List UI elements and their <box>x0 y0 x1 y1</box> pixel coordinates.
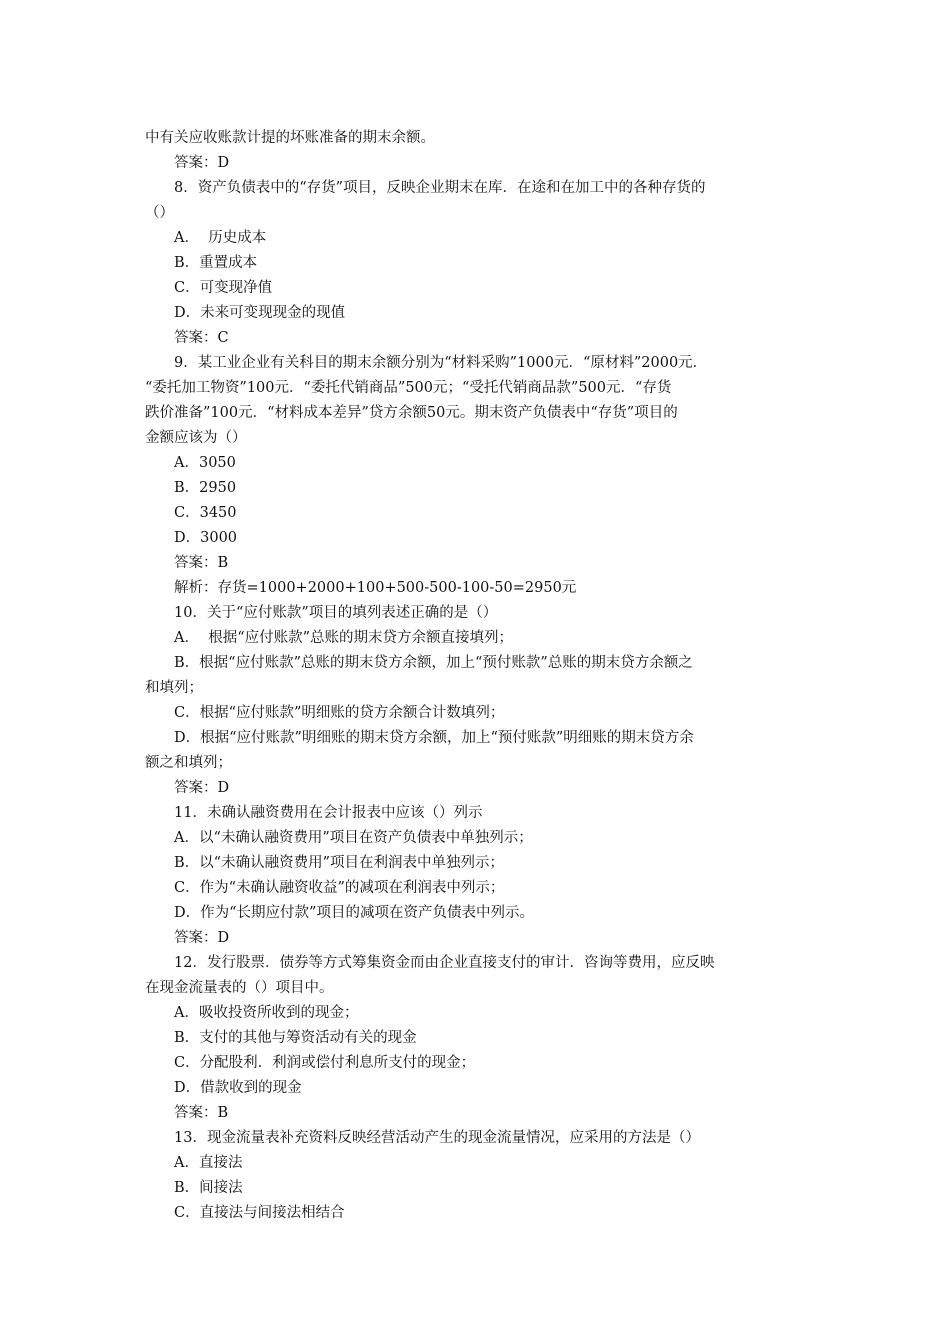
text-line: 跌价准备”100元．“材料成本差异”贷方余额50元。期末资产负债表中“存货”项目的 <box>145 405 678 421</box>
text-line: B．重置成本 <box>174 255 258 271</box>
text-line: 在现金流量表的（）项目中。 <box>145 980 334 996</box>
text-line: 金额应该为（） <box>145 430 247 446</box>
text-line: 13．现金流量表补充资料反映经营活动产生的现金流量情况，应采用的方法是（） <box>174 1130 700 1146</box>
text-line: C．分配股利．利润或偿付利息所支付的现金； <box>174 1055 476 1071</box>
text-line: 答案：D <box>174 930 230 946</box>
text-line: C．作为“未确认融资收益”的减项在利润表中列示； <box>174 880 505 896</box>
text-line: D．3000 <box>174 530 238 546</box>
text-line: 解析：存货=1000+2000+100+500-500-100-50=2950元 <box>174 580 577 596</box>
text-line: C．3450 <box>174 505 237 521</box>
text-line: 答案：D <box>174 780 230 796</box>
text-line: A． 根据“应付账款”总账的期末贷方余额直接填列； <box>174 630 514 646</box>
text-line: A．直接法 <box>174 1155 243 1171</box>
text-line: 答案：D <box>174 155 230 171</box>
text-line: 11．未确认融资费用在会计报表中应该（）列示 <box>174 805 483 821</box>
document-page <box>145 126 810 1226</box>
text-line: 9．某工业企业有关科目的期末余额分别为“材料采购”1000元．“原材料”2000元． <box>174 355 708 371</box>
text-line: B．间接法 <box>174 1180 243 1196</box>
text-line: D．根据“应付账款”明细账的期末贷方余额，加上“预付账款”明细账的期末贷方余 <box>174 730 694 746</box>
text-line: 8．资产负债表中的“存货”项目，反映企业期末在库．在途和在加工中的各种存货的 <box>174 180 706 196</box>
text-line: C．直接法与间接法相结合 <box>174 1205 345 1221</box>
text-line: B．支付的其他与筹资活动有关的现金 <box>174 1030 417 1046</box>
text-line: B．2950 <box>174 480 237 496</box>
text-line: 答案：B <box>174 555 229 571</box>
text-line: D．作为“长期应付款”项目的减项在资产负债表中列示。 <box>174 905 534 921</box>
text-line: B．以“未确认融资费用”项目在利润表中单独列示； <box>174 855 504 871</box>
text-line: 12．发行股票．债券等方式筹集资金而由企业直接支付的审计．咨询等费用，应反映 <box>174 955 715 971</box>
text-line: B．根据“应付账款”总账的期末贷方余额，加上“预付账款”总账的期末贷方余额之 <box>174 655 693 671</box>
text-line: A．以“未确认融资费用”项目在资产负债表中单独列示； <box>174 830 533 846</box>
text-line: C．根据“应付账款”明细账的贷方余额合计数填列； <box>174 705 505 721</box>
text-line: 答案：C <box>174 330 229 346</box>
text-line: 和填列； <box>145 680 203 696</box>
text-line: （） <box>145 205 174 221</box>
text-line: D．未来可变现现金的现值 <box>174 305 346 321</box>
text-line: A． 历史成本 <box>174 230 267 246</box>
text-line: 额之和填列； <box>145 755 232 771</box>
text-line: 10．关于“应付账款”项目的填列表述正确的是（） <box>174 605 498 621</box>
text-line: A．3050 <box>174 455 236 471</box>
text-line: 答案：B <box>174 1105 229 1121</box>
text-line: 中有关应收账款计提的坏账准备的期末余额。 <box>145 130 435 146</box>
text-line: C．可变现净值 <box>174 280 273 296</box>
text-line: D．借款收到的现金 <box>174 1080 302 1096</box>
text-line: “委托加工物资”100元．“委托代销商品”500元；“受托代销商品款”500元．“存货 <box>145 380 672 396</box>
text-line: A．吸收投资所收到的现金； <box>174 1005 359 1021</box>
